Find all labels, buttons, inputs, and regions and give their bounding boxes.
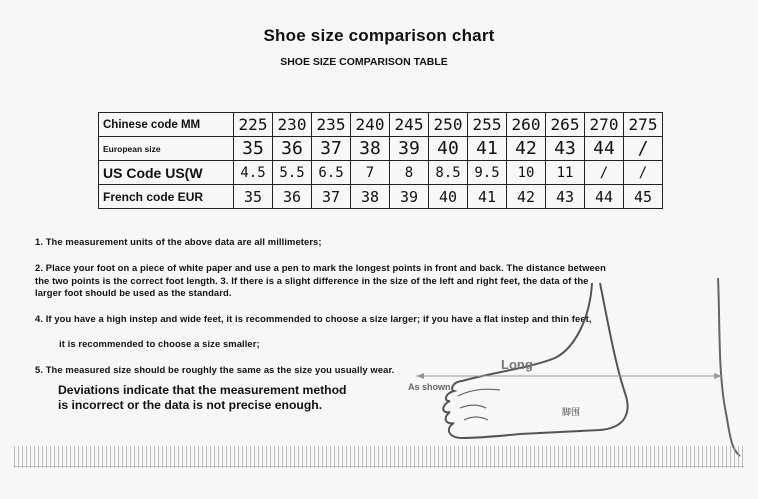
size-table-cell: 5.5 <box>273 161 312 185</box>
size-table-cell: 250 <box>429 113 468 137</box>
size-table-cell: 38 <box>351 137 390 161</box>
size-table-cell: 255 <box>468 113 507 137</box>
note-2: 2. Place your foot on a piece of white paper and use a pen to mark the longest points in front and back. The distance between the two points is the correct foot length. 3. If there is a slight difference in the size of the left and right feet, the data of the larger foot should be used as the standard. <box>35 262 606 299</box>
size-table-row-label: European size <box>99 137 234 161</box>
size-table-cell: 8 <box>390 161 429 185</box>
page-subtitle: SHOE SIZE COMPARISON TABLE <box>280 56 448 68</box>
size-table-row-label: US Code US(W <box>99 161 234 185</box>
size-table-cell: 35 <box>234 185 273 209</box>
size-table-cell: 40 <box>429 137 468 161</box>
ruler <box>14 446 744 468</box>
size-table-row <box>99 185 663 209</box>
size-table <box>98 112 663 209</box>
size-table-cell: / <box>585 161 624 185</box>
size-table-cell: 235 <box>312 113 351 137</box>
size-table-cell: 39 <box>390 185 429 209</box>
deviations-line-1: Deviations indicate that the measurement method <box>58 383 347 397</box>
size-table-cell: 7 <box>351 161 390 185</box>
size-table-cell: 10 <box>507 161 546 185</box>
foot-outline <box>443 283 627 438</box>
page-title: Shoe size comparison chart <box>263 26 495 45</box>
note-5: 5. The measured size should be roughly the same as the size you usually wear. <box>35 364 395 375</box>
size-table-cell: 35 <box>234 137 273 161</box>
size-table-cell: 41 <box>468 137 507 161</box>
size-table-cell: 44 <box>585 137 624 161</box>
size-table-cell: 260 <box>507 113 546 137</box>
size-table-cell: 275 <box>624 113 663 137</box>
size-table-cell: 245 <box>390 113 429 137</box>
foot-circumference-label: 脚围 <box>562 408 581 418</box>
size-table-row <box>99 161 663 185</box>
size-table-cell: 39 <box>390 137 429 161</box>
note-4-continued: it is recommended to choose a size smaller; <box>59 338 260 349</box>
size-table-row-label: Chinese code MM <box>99 113 234 137</box>
size-table-cell: 38 <box>351 185 390 209</box>
size-table-cell: / <box>624 161 663 185</box>
note-4: 4. If you have a high instep and wide feet, it is recommended to choose a size larger; if you have a flat instep and thin feet, <box>35 313 592 324</box>
size-table-cell: 6.5 <box>312 161 351 185</box>
size-table-cell: 45 <box>624 185 663 209</box>
size-table-cell: 4.5 <box>234 161 273 185</box>
size-table-row <box>99 113 663 137</box>
size-table-cell: 270 <box>585 113 624 137</box>
size-table-cell: 42 <box>507 185 546 209</box>
size-table-cell: 11 <box>546 161 585 185</box>
size-table-cell: 43 <box>546 185 585 209</box>
note-1: 1. The measurement units of the above data are all millimeters; <box>35 236 322 247</box>
size-table-cell: 8.5 <box>429 161 468 185</box>
size-table-cell: 42 <box>507 137 546 161</box>
size-table-cell: 37 <box>312 185 351 209</box>
deviations-note <box>58 383 347 413</box>
size-table-cell: 36 <box>273 185 312 209</box>
size-table-body <box>99 113 663 209</box>
size-table-cell: 40 <box>429 185 468 209</box>
size-table-cell: 44 <box>585 185 624 209</box>
size-table-cell: 37 <box>312 137 351 161</box>
deviations-line-2: is incorrect or the data is not precise enough. <box>58 398 323 412</box>
as-shown-label: As shown <box>408 382 451 392</box>
size-table-cell: 43 <box>546 137 585 161</box>
size-table-cell: 265 <box>546 113 585 137</box>
size-table-cell: 36 <box>273 137 312 161</box>
foot-illustration <box>400 278 758 458</box>
size-table-cell: 41 <box>468 185 507 209</box>
size-table-cell: / <box>624 137 663 161</box>
size-table-cell: 240 <box>351 113 390 137</box>
ruler-baseline <box>14 466 744 467</box>
size-table-cell: 9.5 <box>468 161 507 185</box>
long-label: Long <box>501 357 533 372</box>
size-table-row <box>99 137 663 161</box>
size-table-row-label: French code EUR <box>99 185 234 209</box>
size-table-cell: 230 <box>273 113 312 137</box>
size-table-cell: 225 <box>234 113 273 137</box>
